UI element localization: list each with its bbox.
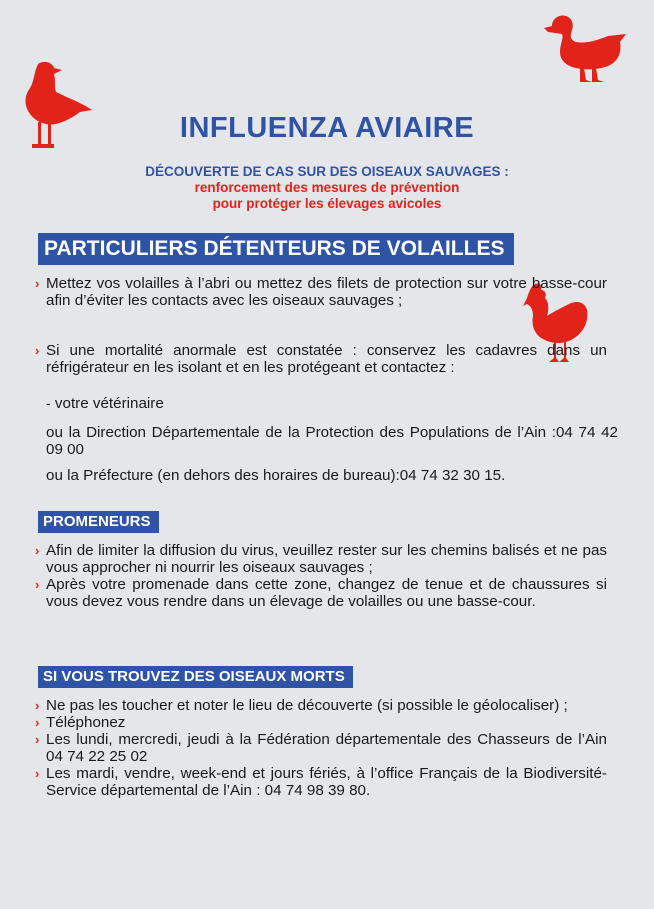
bullet-arrow-icon: ›: [35, 732, 40, 747]
subtitle: [0, 164, 654, 212]
contact-veterinaire: [35, 395, 618, 412]
bullet-text: Ne pas les toucher et noter le lieu de découverte (si possible le géolocaliser) ;: [46, 697, 568, 714]
page-title: INFLUENZA AVIAIRE: [179, 112, 475, 144]
subtitle-line-2: renforcement des mesures de prévention: [194, 180, 460, 195]
section-heading-oiseaux-morts: SI VOUS TROUVEZ DES OISEAUX MORTS: [38, 666, 353, 688]
duck-icon: [542, 12, 628, 88]
contact-ddpp: ou la Direction Départementale de la Protection des Populations de l’Ain :04 74 42 09 00: [46, 424, 618, 458]
list-item: [35, 697, 607, 714]
bullet-text: Si une mortalité anormale est constatée : conservez les cadavres dans un réfrigérateur en les isolant et en les protégeant et contactez :: [46, 342, 607, 376]
bullet-arrow-icon: ›: [35, 766, 40, 781]
section-heading-particuliers: PARTICULIERS DÉTENTEURS DE VOLAILLES: [38, 233, 514, 265]
section-heading-promeneurs: PROMENEURS: [38, 511, 159, 533]
subtitle-line-1: DÉCOUVERTE DE CAS SUR DES OISEAUX SAUVAGES :: [145, 164, 509, 179]
section1-bullet-list: [35, 275, 607, 309]
bullet-text: Après votre promenade dans cette zone, changez de tenue et de chaussures si vous devez vous rendre dans un élevage de volailles ou une basse-cour.: [46, 576, 607, 610]
list-item: [35, 731, 607, 765]
bullet-arrow-icon: ›: [35, 343, 40, 358]
bullet-text: Les mardi, vendre, week-end et jours fériés, à l’office Français de la Biodiversité-Service départemental de l’Ain : 04 74 98 39 80.: [46, 765, 607, 799]
list-item: [35, 275, 607, 309]
contact-text: votre vétérinaire: [54, 395, 164, 412]
bullet-text: Afin de limiter la diffusion du virus, veuillez rester sur les chemins balisés et ne pas vous approcher ni nourrir les oiseaux sauvages ;: [46, 542, 607, 576]
list-item: [35, 542, 607, 576]
bullet-text: Téléphonez: [46, 714, 126, 731]
bullet-arrow-icon: ›: [35, 543, 40, 558]
subtitle-line-3: pour protéger les élevages avicoles: [212, 196, 442, 211]
list-item: [35, 342, 607, 376]
bullet-arrow-icon: ›: [35, 698, 40, 713]
bullet-text: Mettez vos volailles à l’abri ou mettez des filets de protection sur votre basse-cour afin d’éviter les contacts avec les oiseaux sauvages ;: [46, 275, 607, 309]
bullet-text: Les lundi, mercredi, jeudi à la Fédération départementale des Chasseurs de l’Ain 04 74 22 25 02: [46, 731, 607, 765]
list-item: [35, 714, 607, 731]
bullet-arrow-icon: ›: [35, 276, 40, 291]
list-item: [35, 765, 607, 799]
contact-prefecture: ou la Préfecture (en dehors des horaires de bureau):04 74 32 30 15.: [46, 467, 506, 484]
bullet-arrow-icon: ›: [35, 577, 40, 592]
list-item: [35, 576, 607, 610]
dash: -: [46, 395, 51, 411]
bullet-arrow-icon: ›: [35, 715, 40, 730]
